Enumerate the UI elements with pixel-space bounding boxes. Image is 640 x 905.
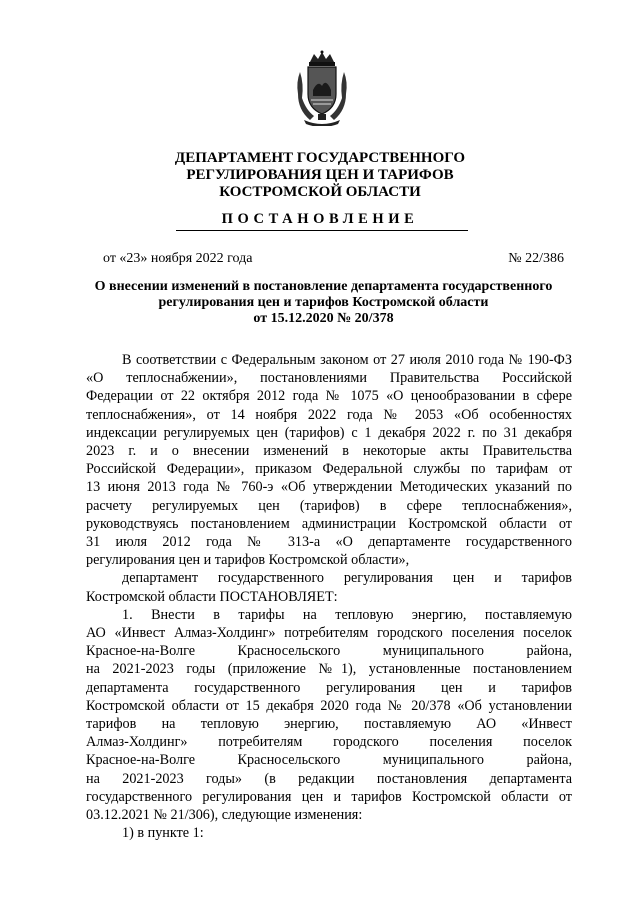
body-line: Красное-на-Волге Красносельского муниципального района, <box>86 643 572 660</box>
body-line: Красное-на-Волге Красносельского муниципального района, <box>86 752 572 769</box>
body-line: 1) в пункте 1: <box>122 825 204 842</box>
body-line: АО «Инвест Алмаз-Холдинг» потребителям городского поселения поселок <box>86 625 572 642</box>
department-line: РЕГУЛИРОВАНИЯ ЦЕН И ТАРИФОВ <box>186 167 454 183</box>
paragraph-resolves <box>86 569 572 605</box>
document-date: от «23» ноября 2022 года <box>103 251 253 266</box>
body-line: 03.12.2021 № 21/306), следующие изменения: <box>86 807 363 824</box>
body-line: расчету регулируемых цен (тарифов) в сфере теплоснабжения», <box>86 497 572 514</box>
body-line: Алмаз-Холдинг» потребителям городского поселения поселок <box>86 734 572 751</box>
body-line: В соответствии с Федеральным законом от 27 июля 2010 года № 190-ФЗ <box>122 352 572 368</box>
subject-line: регулирования цен и тарифов Костромской области <box>158 295 489 310</box>
body-line: теплоснабжения», от 14 ноября 2022 года № 2053 «Об особенностях <box>86 406 572 423</box>
document-type-title: ПОСТАНОВЛЕНИЕ <box>221 211 419 227</box>
paragraph-subitem-1 <box>86 824 572 842</box>
body-line: «О теплоснабжении», постановлениями Правительства Российской <box>86 370 572 387</box>
paragraph-preamble <box>86 351 572 569</box>
body-line: 1. Внести в тарифы на тепловую энергию, поставляемую <box>122 606 572 623</box>
body-line: Российской Федерации», приказом Федеральной службы по тарифам от <box>86 461 572 478</box>
body-line: Федерации от 22 октября 2012 года № 1075 «О ценообразовании в сфере <box>86 388 572 405</box>
department-line: ДЕПАРТАМЕНТ ГОСУДАРСТВЕННОГО <box>174 150 466 166</box>
body-line: государственного регулирования цен и тарифов Костромской области от <box>86 788 572 805</box>
body-line: департамент государственного регулирования цен и тарифов <box>122 570 572 587</box>
document-number: № 22/386 <box>508 251 564 266</box>
body-line: 13 июня 2013 года № 760-э «Об утверждении Методических указаний по <box>86 479 572 496</box>
body-line: индексации регулируемых цен (тарифов) с 1 декабря 2022 г. по 31 декабря <box>86 424 572 441</box>
body-line: на 2021-2023 годы (приложение №1), установленные постановлением <box>86 661 572 678</box>
title-underline <box>176 230 468 231</box>
body-line: тарифов на тепловую энергию, поставляемую АО «Инвест <box>86 716 572 733</box>
subject-line: О внесении изменений в постановление департамента государственного <box>94 279 553 294</box>
body-line: Костромской области от 15 декабря 2020 года № 20/378 «Об установлении <box>86 697 572 714</box>
body-line: департамента государственного регулирования цен и тарифов <box>86 679 572 696</box>
paragraph-item-1 <box>86 606 572 824</box>
document-body <box>86 351 572 842</box>
coat-of-arms-emblem <box>296 50 348 126</box>
body-line: руководствуясь постановлением администрации Костромской области от <box>86 515 572 532</box>
body-line: на 2021-2023 годы» (в редакции постановления департамента <box>86 770 572 787</box>
department-line: КОСТРОМСКОЙ ОБЛАСТИ <box>219 184 421 200</box>
document-subject <box>86 279 561 327</box>
department-name <box>90 150 550 201</box>
body-line: 31 июля 2012 года № 313-а «О департаменте государственного <box>86 534 572 551</box>
body-line: Костромской области ПОСТАНОВЛЯЕТ: <box>86 588 338 605</box>
body-line: 2023 г. и о внесении изменений в некоторые акты Правительства <box>86 443 572 460</box>
subject-line: от 15.12.2020 № 20/378 <box>253 311 394 326</box>
body-line: регулирования цен и тарифов Костромской области», <box>86 552 410 569</box>
